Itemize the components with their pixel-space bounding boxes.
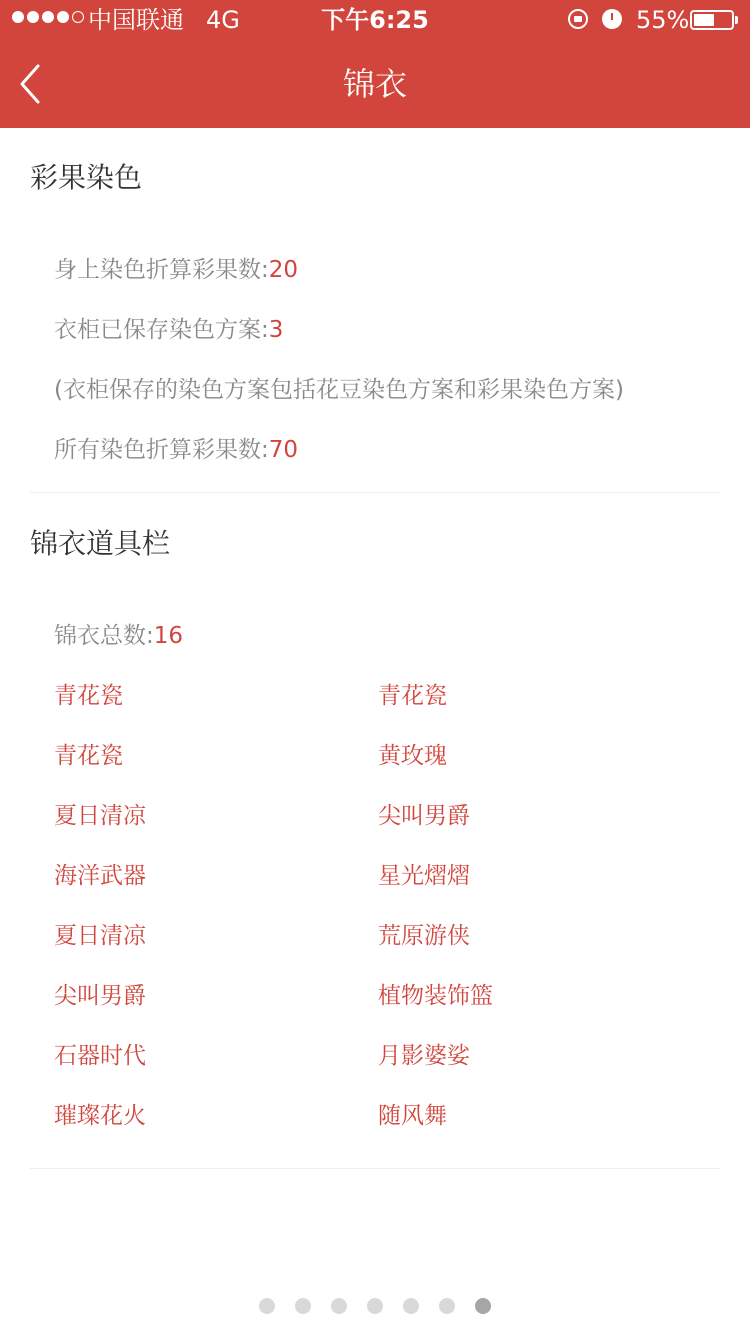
dye-section-title: 彩果染色 xyxy=(30,161,143,194)
jinyi-count-value: 16 xyxy=(153,623,184,649)
section-divider xyxy=(30,1168,720,1169)
wardrobe-dye-row xyxy=(54,312,283,348)
jinyi-item[interactable]: 夏日清凉 xyxy=(54,803,146,829)
page-dot[interactable] xyxy=(403,1298,419,1314)
network-type: 4G xyxy=(206,6,240,34)
jinyi-item[interactable]: 海洋武器 xyxy=(54,863,146,889)
page-dot[interactable] xyxy=(439,1298,455,1314)
page-dot[interactable] xyxy=(331,1298,347,1314)
jinyi-item[interactable]: 石器时代 xyxy=(54,1043,146,1069)
page-title: 锦衣 xyxy=(342,65,407,103)
total-dye-row xyxy=(54,432,298,468)
jinyi-count-label: 锦衣总数: xyxy=(54,623,154,649)
battery-percentage: 55% xyxy=(636,6,690,34)
carrier-name: 中国联通 xyxy=(88,6,184,34)
jinyi-item[interactable]: 青花瓷 xyxy=(54,683,123,709)
page-dot[interactable] xyxy=(475,1298,491,1314)
jinyi-item[interactable]: 青花瓷 xyxy=(378,683,447,709)
wardrobe-note: (衣柜保存的染色方案包括花豆染色方案和彩果染色方案) xyxy=(54,377,624,403)
jinyi-item[interactable]: 植物装饰篮 xyxy=(378,983,493,1009)
tools-section-title: 锦衣道具栏 xyxy=(30,527,171,560)
status-time: 下午6:25 xyxy=(321,6,429,34)
status-bar xyxy=(0,0,750,40)
wardrobe-dye-value: 3 xyxy=(268,317,284,343)
jinyi-item[interactable]: 荒原游侠 xyxy=(378,923,470,949)
battery-icon xyxy=(690,10,734,30)
jinyi-item[interactable]: 尖叫男爵 xyxy=(378,803,470,829)
rotation-lock-icon xyxy=(568,9,588,29)
body-dye-label: 身上染色折算彩果数: xyxy=(54,257,269,283)
jinyi-item[interactable]: 黄玫瑰 xyxy=(378,743,447,769)
page-dot[interactable] xyxy=(259,1298,275,1314)
jinyi-item[interactable]: 星光熠熠 xyxy=(378,863,470,889)
page-dot[interactable] xyxy=(295,1298,311,1314)
app-header xyxy=(0,0,750,128)
total-dye-label: 所有染色折算彩果数: xyxy=(54,437,269,463)
battery-cap xyxy=(735,16,738,24)
total-dye-value: 70 xyxy=(268,437,299,463)
jinyi-item[interactable]: 尖叫男爵 xyxy=(54,983,146,1009)
alarm-icon xyxy=(602,9,622,29)
page-dot[interactable] xyxy=(367,1298,383,1314)
jinyi-item[interactable]: 青花瓷 xyxy=(54,743,123,769)
jinyi-item[interactable]: 夏日清凉 xyxy=(54,923,146,949)
body-dye-value: 20 xyxy=(268,257,299,283)
jinyi-count-row xyxy=(54,618,183,654)
wardrobe-dye-label: 衣柜已保存染色方案: xyxy=(54,317,269,343)
section-divider xyxy=(30,492,720,493)
battery-fill xyxy=(694,14,714,26)
jinyi-item[interactable]: 随风舞 xyxy=(378,1103,447,1129)
jinyi-item[interactable]: 月影婆娑 xyxy=(378,1043,470,1069)
jinyi-item[interactable]: 璀璨花火 xyxy=(54,1103,146,1129)
page-indicator xyxy=(0,1298,750,1314)
body-dye-row xyxy=(54,252,298,288)
